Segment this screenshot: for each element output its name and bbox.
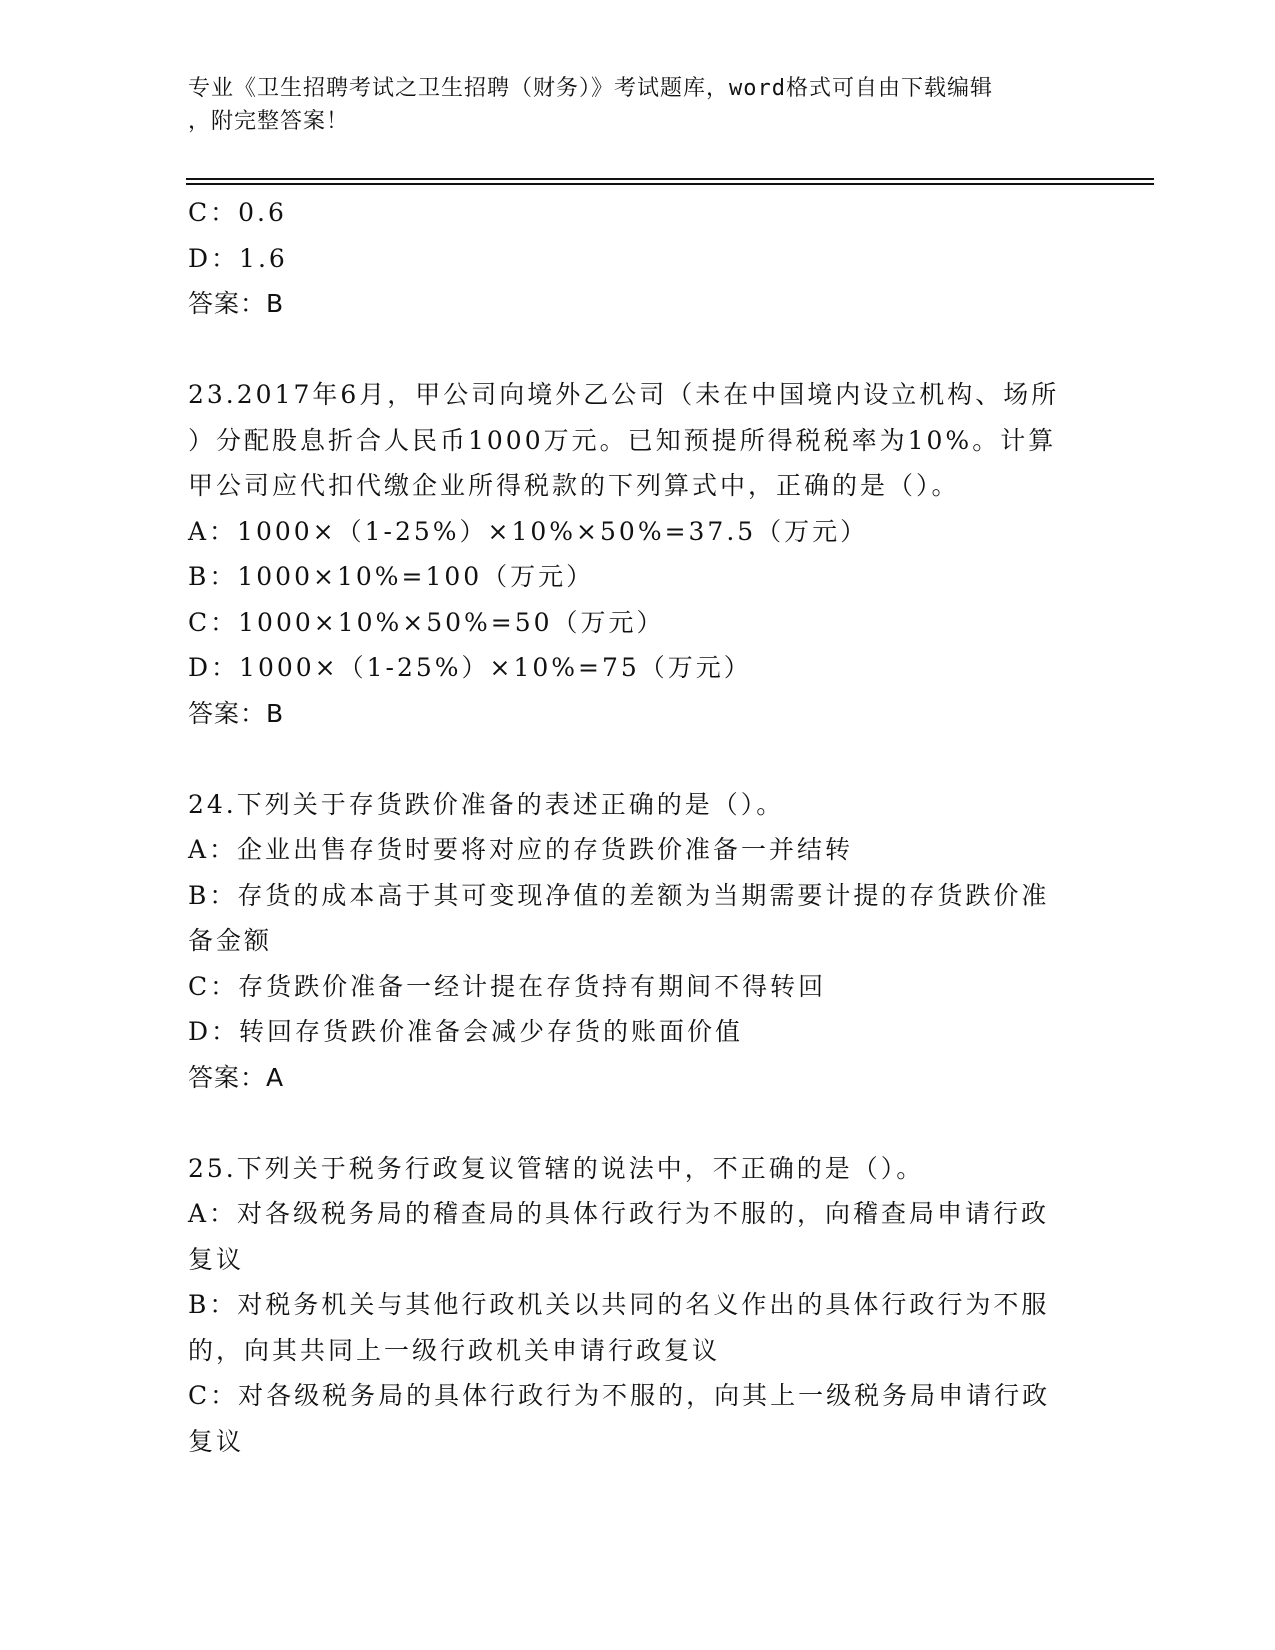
spacer: [188, 327, 1088, 373]
question-stem-line: 24.下列关于存货跌价准备的表述正确的是（）。: [188, 789, 785, 819]
option-c: C：1000×10%×50%=50（万元）: [188, 607, 665, 637]
option-d: D：转回存货跌价准备会减少存货的账面价值: [188, 1017, 744, 1046]
spacer: [188, 1100, 1088, 1146]
question-25: [188, 1146, 1088, 1465]
question-stem-line: ）分配股息折合人民币1000万元。已知预提所得税税率为10%。计算: [188, 425, 1057, 455]
question-24: [188, 782, 1088, 1101]
prev-option-c: C：0.6: [188, 198, 287, 227]
answer: 答案：A: [188, 1062, 285, 1092]
header-divider-bottom: [186, 183, 1154, 185]
option-a-continued: 复议: [188, 1244, 245, 1274]
option-a: A：1000×（1-25%）×10%×50%=37.5（万元）: [188, 516, 869, 546]
prev-answer: 答案：B: [188, 289, 285, 318]
option-b: B：1000×10%=100（万元）: [188, 562, 595, 591]
document-header: [188, 72, 1088, 138]
option-b: B：对税务机关与其他行政机关以共同的名义作出的具体行政行为不服: [188, 1290, 1050, 1319]
option-a: A：企业出售存货时要将对应的存货跌价准备一并结转: [188, 835, 854, 864]
option-c: C：存货跌价准备一经计提在存货持有期间不得转回: [188, 971, 827, 1001]
option-d: D：1000×（1-25%）×10%=75（万元）: [188, 653, 752, 682]
option-a: A：对各级税务局的稽查局的具体行政行为不服的，向稽查局申请行政: [188, 1199, 1050, 1228]
answer: 答案：B: [188, 698, 285, 728]
question-stem-line: 23.2017年6月，甲公司向境外乙公司（未在中国境内设立机构、场所: [188, 380, 1060, 409]
question-stem-line: 25.下列关于税务行政复议管辖的说法中，不正确的是（）。: [188, 1153, 925, 1183]
option-b: B：存货的成本高于其可变现净值的差额为当期需要计提的存货跌价准: [188, 880, 1050, 910]
option-b-continued: 的，向其共同上一级行政机关申请行政复议: [188, 1335, 721, 1365]
spacer: [188, 736, 1088, 782]
option-c-continued: 复议: [188, 1426, 245, 1456]
question-stem-line: 甲公司应代扣代缴企业所得税款的下列算式中，正确的是（）。: [188, 471, 960, 500]
prev-option-d: D：1.6: [188, 243, 288, 273]
header-title-line-1: 专业《卫生招聘考试之卫生招聘（财务）》考试题库，word格式可自由下载编辑: [188, 76, 993, 101]
option-b-continued: 备金额: [188, 926, 273, 955]
question-23: [188, 372, 1088, 736]
option-c: C：对各级税务局的具体行政行为不服的，向其上一级税务局申请行政: [188, 1381, 1051, 1410]
header-title-line-2: ，附完整答案！: [188, 109, 350, 134]
header-divider-top: [186, 178, 1154, 180]
document-body: [188, 190, 1088, 1464]
